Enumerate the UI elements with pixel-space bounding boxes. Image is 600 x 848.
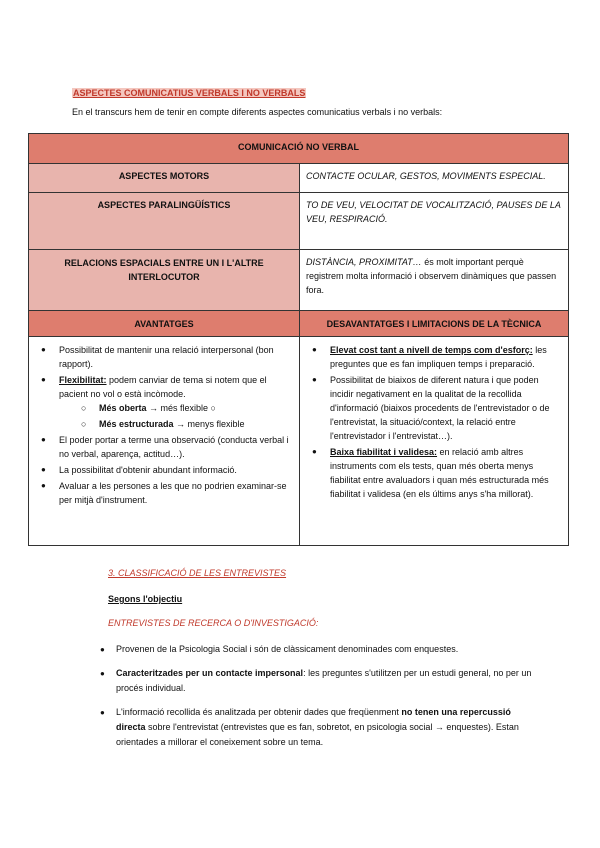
list-item xyxy=(330,343,564,371)
row-value: CONTACTE OCULAR, GESTOS, MOVIMENTS ESPECIAL. xyxy=(300,164,569,193)
item-text: L'informació recollida és analitzada per obtenir dades que freqüenment xyxy=(116,707,402,717)
subsubsection-title: ENTREVISTES DE RECERCA O D'INVESTIGACIÓ: xyxy=(108,618,319,628)
bold-term: Flexibilitat: xyxy=(59,375,107,385)
advantages-header: AVANTATGES xyxy=(29,311,300,337)
bold-term: Caracteritzades per un contacte impersonal xyxy=(116,668,304,678)
item-text: en relació amb altres instruments com els tests, quan més oberta menys fiabilitat entre avaluadors i quan més estructurada més fiabilitat i validesa (en els últims anys s'ha millorat). xyxy=(330,447,549,499)
bold-term: Més oberta xyxy=(99,403,147,413)
list-item: ● Avaluar a les persones a les que no podrien examinar-se per mitjà d'instrument. xyxy=(59,479,295,507)
advantages-list xyxy=(33,343,295,507)
list-item: ● Possibilitat de mantenir una relació interpersonal (bon rapport). xyxy=(59,343,295,371)
list-item: ● El poder portar a terme una observació (conducta verbal i no verbal, aparença, actitud…). xyxy=(59,433,295,461)
bold-term: Baixa fiabilitat i validesa: xyxy=(330,447,438,457)
row-value: TO DE VEU, VELOCITAT DE VOCALITZACIÓ, PAUSES DE LA VEU, RESPIRACIÓ. xyxy=(300,193,569,250)
subsection-title: Segons l'objectiu xyxy=(108,594,183,604)
row-value-rest: és molt important perquè registrem molta informació i observem dinàmiques que passen fora. xyxy=(306,257,557,295)
item-text: : les preguntes s'utilitzen per un estudi general, no per un procés individual. xyxy=(116,668,532,693)
list-item xyxy=(116,705,536,750)
row-label: ASPECTES PARALINGÜÍSTICS xyxy=(29,193,300,250)
advantages-cell xyxy=(29,337,300,546)
item-text: podem canviar de tema si notem que el pacient no vol o està incòmode. xyxy=(59,375,267,399)
section-heading: ASPECTES COMUNICATIUS VERBALS I NO VERBALS xyxy=(73,88,306,98)
table-title: COMUNICACIÓ NO VERBAL xyxy=(29,134,569,164)
research-interview-list xyxy=(116,642,536,759)
row-label: ASPECTES MOTORS xyxy=(29,164,300,193)
sub-item xyxy=(99,417,295,431)
disadvantages-list xyxy=(304,343,564,501)
item-text: → menys flexible xyxy=(173,419,245,429)
item-text: sobre l'entrevistat (entrevistes que es fan, sobretot, en psicologia social → enquestes). Estan orientades a millorar el coneixement sobre un tema. xyxy=(116,722,519,747)
sub-list xyxy=(59,401,295,431)
list-item xyxy=(116,666,536,696)
list-item xyxy=(330,445,564,501)
bold-term: Elevat cost tant a nivell de temps com d'esforç: xyxy=(330,345,533,355)
bold-term: no tenen una repercussió directa xyxy=(116,707,511,732)
section-title: 3. CLASSIFICACIÓ DE LES ENTREVISTES xyxy=(108,568,287,578)
nonverbal-table xyxy=(28,133,569,546)
row-value-italic: DISTÀNCIA, PROXIMITAT… xyxy=(306,257,422,267)
sub-item xyxy=(99,401,295,415)
row-label: RELACIONS ESPACIALS ENTRE UN I L'ALTRE INTERLOCUTOR xyxy=(29,250,300,311)
disadvantages-header: DESAVANTATGES I LIMITACIONS DE LA TÈCNICA xyxy=(300,311,569,337)
list-item: ● La possibilitat d'obtenir abundant informació. xyxy=(59,463,295,477)
bold-term: Més estructurada xyxy=(99,419,174,429)
list-item: ● Provenen de la Psicologia Social i són de clàssicament denominades com enquestes. xyxy=(116,642,536,657)
disadvantages-cell xyxy=(300,337,569,546)
intro-text: En el transcurs hem de tenir en compte diferents aspectes comunicatius verbals i no verbals: xyxy=(72,107,443,117)
item-text: → més flexible ○ xyxy=(146,403,216,413)
list-item: ● Possibilitat de biaixos de diferent natura i que poden incidir negativament en la qualitat de la recollida d'informació (biaixos procedents de l'entrevistador o de l'entrevistat, la situació/context, la relació entre l'entrevistador i l'entrevistat…). xyxy=(330,373,564,443)
item-text: les preguntes que es fan impliquen temps i preparació. xyxy=(330,345,547,369)
list-item xyxy=(59,373,295,431)
row-value xyxy=(300,250,569,311)
